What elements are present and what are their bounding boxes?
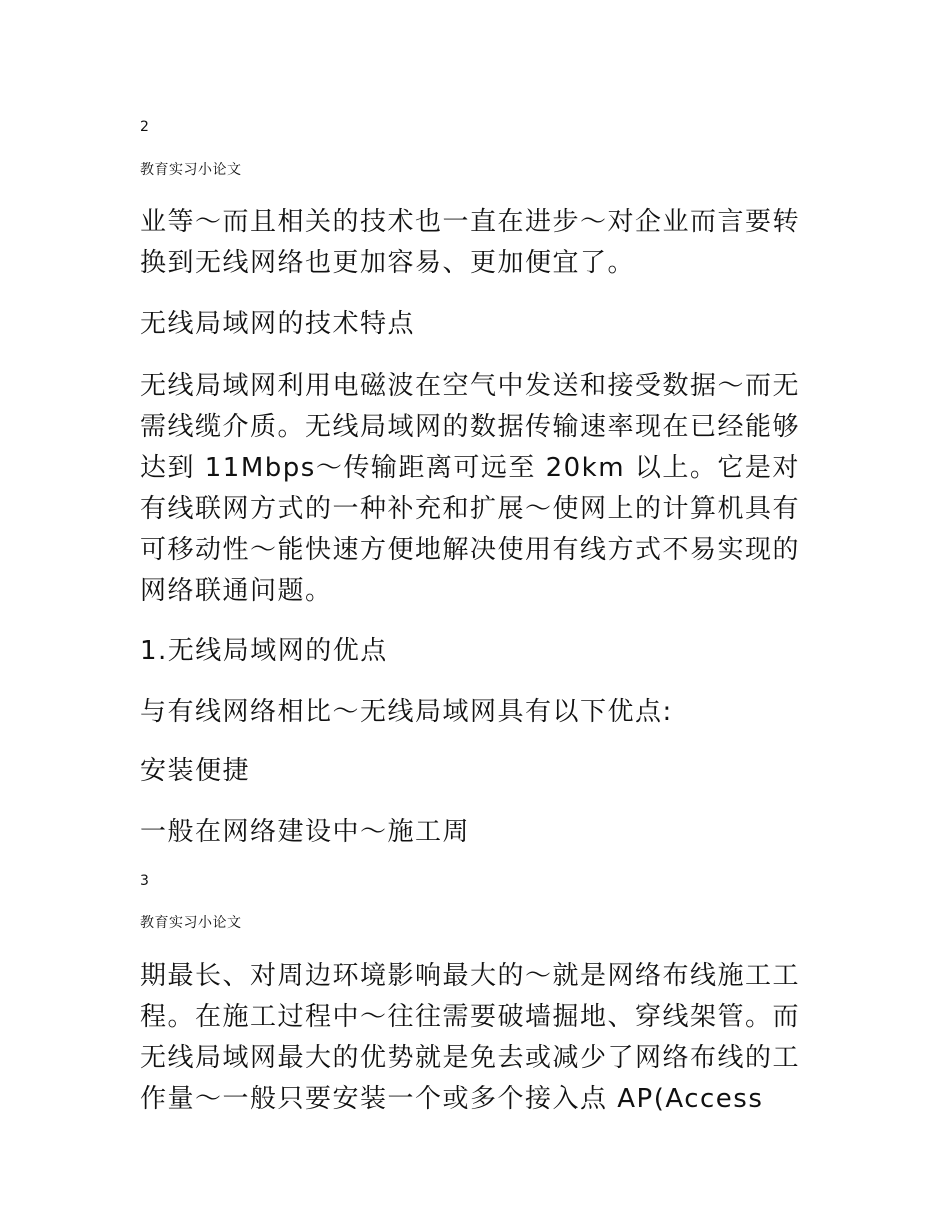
- text-line: 作量～一般只要安装一个或多个接入点 AP(Access: [140, 1084, 764, 1114]
- paragraph: [140, 692, 820, 733]
- paragraph: [140, 956, 820, 1120]
- text-line: 一般在网络建设中～施工周: [140, 817, 471, 847]
- text-line: 达到 11Mbps～传输距离可远至 20km 以上。它是对: [140, 453, 800, 483]
- page-header: 教育实习小论文: [140, 915, 242, 931]
- paragraph: [140, 812, 820, 853]
- text-line: 与有线网络相比～无线局域网具有以下优点:: [140, 697, 673, 727]
- text-line: 有线联网方式的一种补充和扩展～使网上的计算机具有: [140, 494, 801, 524]
- text-line: 无线局域网最大的优势就是免去或减少了网络布线的工: [140, 1043, 801, 1073]
- text-line: 业等～而且相关的技术也一直在进步～对企业而言要转: [140, 207, 801, 237]
- paragraph: [140, 202, 820, 284]
- text-line: 程。在施工过程中～往往需要破墙掘地、穿线架管。而: [140, 1002, 801, 1032]
- heading-text: 无线局域网的技术特点: [140, 309, 416, 339]
- text-line: 网络联通问题。: [140, 576, 333, 606]
- text-line: 需线缆介质。无线局域网的数据传输速率现在已经能够: [140, 412, 801, 442]
- page-number: 3: [140, 873, 149, 889]
- section-heading: [140, 304, 820, 345]
- text-line: 可移动性～能快速方便地解决使用有线方式不易实现的: [140, 535, 801, 565]
- sub-heading: [140, 751, 820, 792]
- text-line: 期最长、对周边环境影响最大的～就是网络布线施工工: [140, 961, 801, 991]
- heading-text: 安装便捷: [140, 756, 251, 786]
- text-line: 换到无线网络也更加容易、更加便宜了。: [140, 248, 636, 278]
- page-header: 教育实习小论文: [140, 162, 242, 178]
- section-heading: [140, 631, 820, 672]
- heading-text: 1.无线局域网的优点: [140, 636, 388, 666]
- text-line: 无线局域网利用电磁波在空气中发送和接受数据～而无: [140, 371, 801, 401]
- page-number: 2: [140, 119, 149, 135]
- paragraph: [140, 366, 820, 612]
